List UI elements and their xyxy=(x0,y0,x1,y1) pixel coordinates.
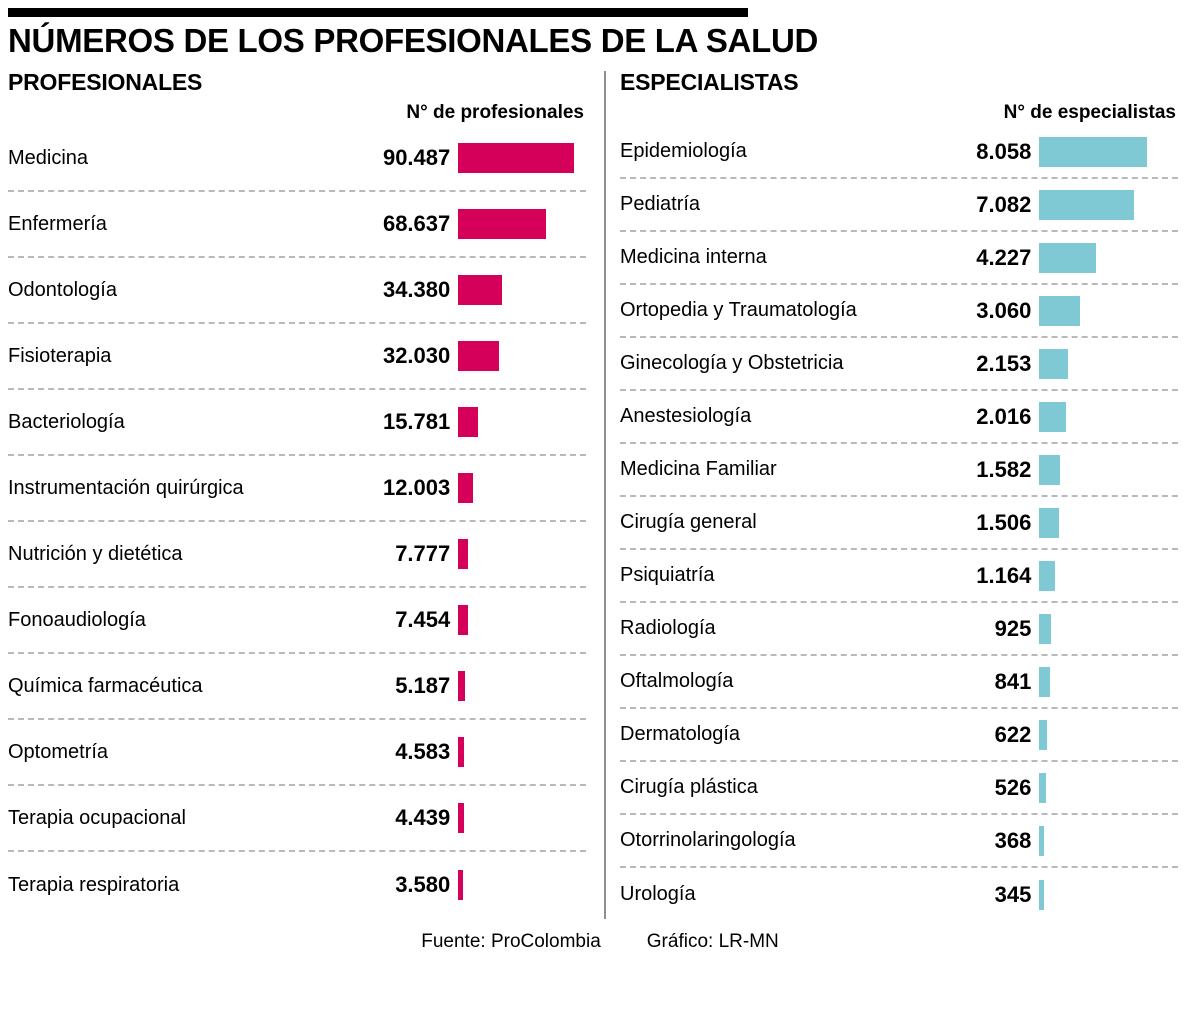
specialists-rows xyxy=(620,126,1178,921)
professionals-rows xyxy=(8,126,586,918)
row-bar xyxy=(1039,614,1051,644)
table-row xyxy=(620,656,1178,709)
row-bar xyxy=(458,605,468,635)
row-bar-cell xyxy=(1039,709,1178,760)
row-bar-cell xyxy=(1039,868,1178,921)
row-bar-cell xyxy=(458,522,586,586)
row-bar-cell xyxy=(458,786,586,850)
row-value: 4.439 xyxy=(395,805,451,831)
row-bar-cell xyxy=(1039,179,1178,230)
row-bar-cell xyxy=(458,654,586,718)
row-value: 925 xyxy=(994,615,1032,641)
table-row xyxy=(8,258,586,324)
specialists-heading: ESPECIALISTAS xyxy=(620,69,799,96)
row-value: 90.487 xyxy=(382,145,451,171)
professionals-column xyxy=(8,69,598,918)
row-bar xyxy=(458,737,464,767)
row-value: 12.003 xyxy=(382,475,451,501)
page-title: NÚMEROS DE LOS PROFESIONALES DE LA SALUD xyxy=(8,22,819,59)
row-value: 3.060 xyxy=(976,297,1032,323)
row-value: 15.781 xyxy=(382,409,451,435)
specialists-value-header: N° de especialistas xyxy=(1003,102,1176,124)
row-bar-cell xyxy=(458,324,586,388)
row-label: Cirugía general xyxy=(620,511,757,534)
table-row xyxy=(620,391,1178,444)
table-row xyxy=(620,762,1178,815)
row-value: 4.583 xyxy=(395,739,451,765)
row-bar xyxy=(458,473,473,503)
row-bar xyxy=(1039,349,1068,379)
row-bar-cell xyxy=(458,390,586,454)
row-bar-cell xyxy=(458,126,586,190)
row-bar-cell xyxy=(458,258,586,322)
row-label: Dermatología xyxy=(620,723,741,746)
table-row xyxy=(8,456,586,522)
row-value: 7.454 xyxy=(395,607,451,633)
table-row xyxy=(620,815,1178,868)
row-value: 368 xyxy=(994,827,1032,853)
row-label: Radiología xyxy=(620,617,716,640)
row-label: Psiquiatría xyxy=(620,564,715,587)
professionals-heading: PROFESIONALES xyxy=(8,69,203,96)
row-label: Nutrición y dietética xyxy=(8,542,183,565)
row-bar-cell xyxy=(1039,550,1178,601)
row-value: 7.082 xyxy=(976,191,1032,217)
row-label: Terapia respiratoria xyxy=(8,873,180,896)
row-bar-cell xyxy=(1039,603,1178,654)
specialists-column xyxy=(598,69,1178,921)
row-label: Medicina interna xyxy=(620,246,767,269)
top-rule xyxy=(8,8,748,17)
row-bar xyxy=(458,209,546,239)
row-bar-cell xyxy=(1039,656,1178,707)
row-value: 1.582 xyxy=(976,456,1032,482)
row-label: Odontología xyxy=(8,278,117,301)
table-row xyxy=(8,324,586,390)
row-bar xyxy=(458,803,464,833)
row-label: Fonoaudiología xyxy=(8,608,146,631)
row-label: Ginecología y Obstetricia xyxy=(620,352,844,375)
row-label: Cirugía plástica xyxy=(620,776,758,799)
row-bar-cell xyxy=(458,852,586,918)
table-row xyxy=(8,852,586,918)
row-label: Pediatría xyxy=(620,193,701,216)
row-label: Bacteriología xyxy=(8,410,125,433)
table-row xyxy=(620,285,1178,338)
row-bar xyxy=(458,539,468,569)
footer-source: Fuente: ProColombia xyxy=(421,931,601,953)
footer-credit: Gráfico: LR-MN xyxy=(646,931,779,953)
row-bar xyxy=(1039,561,1055,591)
row-value: 841 xyxy=(994,668,1032,694)
column-divider xyxy=(604,71,606,919)
row-value: 4.227 xyxy=(976,244,1032,270)
row-value: 8.058 xyxy=(976,138,1032,164)
row-bar xyxy=(458,407,478,437)
table-row xyxy=(8,126,586,192)
table-row xyxy=(620,338,1178,391)
row-value: 2.016 xyxy=(976,403,1032,429)
row-value: 1.164 xyxy=(976,562,1032,588)
row-bar xyxy=(1039,508,1059,538)
row-value: 345 xyxy=(994,881,1032,907)
table-row xyxy=(8,720,586,786)
row-value: 1.506 xyxy=(976,509,1032,535)
professionals-value-header: N° de profesionales xyxy=(406,102,584,124)
row-bar xyxy=(458,275,502,305)
table-row xyxy=(620,126,1178,179)
table-row xyxy=(620,550,1178,603)
row-bar xyxy=(1039,296,1080,326)
chart-columns xyxy=(8,69,1192,921)
row-bar-cell xyxy=(458,192,586,256)
row-label: Ortopedia y Traumatología xyxy=(620,299,857,322)
row-bar xyxy=(458,143,574,173)
row-bar xyxy=(1039,826,1044,856)
row-bar-cell xyxy=(1039,762,1178,813)
row-value: 2.153 xyxy=(976,350,1032,376)
row-label: Otorrinolaringología xyxy=(620,829,796,852)
row-value: 68.637 xyxy=(382,211,451,237)
row-bar-cell xyxy=(1039,232,1178,283)
row-bar-cell xyxy=(1039,391,1178,442)
row-bar-cell xyxy=(458,456,586,520)
table-row xyxy=(620,497,1178,550)
table-row xyxy=(620,709,1178,762)
row-bar-cell xyxy=(1039,815,1178,866)
table-row xyxy=(620,444,1178,497)
row-label: Enfermería xyxy=(8,212,107,235)
table-row xyxy=(620,868,1178,921)
row-value: 3.580 xyxy=(395,872,451,898)
row-label: Optometría xyxy=(8,740,109,763)
row-bar xyxy=(458,870,463,900)
row-label: Química farmacéutica xyxy=(8,674,203,697)
row-bar-cell xyxy=(458,720,586,784)
table-row xyxy=(8,588,586,654)
row-bar-cell xyxy=(458,588,586,652)
table-row xyxy=(8,192,586,258)
row-bar xyxy=(1039,880,1044,910)
row-bar xyxy=(458,341,499,371)
row-value: 32.030 xyxy=(382,343,451,369)
row-label: Medicina Familiar xyxy=(620,458,777,481)
row-value: 7.777 xyxy=(395,541,451,567)
row-bar xyxy=(1039,667,1050,697)
row-value: 5.187 xyxy=(395,673,451,699)
row-bar xyxy=(1039,137,1147,167)
row-label: Fisioterapia xyxy=(8,344,112,367)
table-row xyxy=(8,654,586,720)
row-bar xyxy=(458,671,465,701)
row-label: Urología xyxy=(620,883,696,906)
row-bar-cell xyxy=(1039,444,1178,495)
row-value: 526 xyxy=(994,774,1032,800)
footer xyxy=(8,931,1192,953)
row-bar xyxy=(1039,455,1060,485)
row-label: Terapia ocupacional xyxy=(8,806,186,829)
row-bar-cell xyxy=(1039,126,1178,177)
table-row xyxy=(620,603,1178,656)
row-bar-cell xyxy=(1039,285,1178,336)
table-row xyxy=(620,232,1178,285)
row-bar xyxy=(1039,190,1134,220)
infographic-page xyxy=(0,8,1200,1031)
row-bar xyxy=(1039,243,1096,273)
row-bar xyxy=(1039,773,1046,803)
row-label: Anestesiología xyxy=(620,405,752,428)
table-row xyxy=(8,522,586,588)
row-value: 34.380 xyxy=(382,277,451,303)
row-bar-cell xyxy=(1039,338,1178,389)
row-label: Medicina xyxy=(8,146,89,169)
row-bar xyxy=(1039,720,1047,750)
table-row xyxy=(620,179,1178,232)
row-value: 622 xyxy=(994,721,1032,747)
row-bar xyxy=(1039,402,1066,432)
row-label: Oftalmología xyxy=(620,670,734,693)
row-label: Epidemiología xyxy=(620,140,747,163)
table-row xyxy=(8,786,586,852)
row-label: Instrumentación quirúrgica xyxy=(8,476,244,499)
row-bar-cell xyxy=(1039,497,1178,548)
table-row xyxy=(8,390,586,456)
